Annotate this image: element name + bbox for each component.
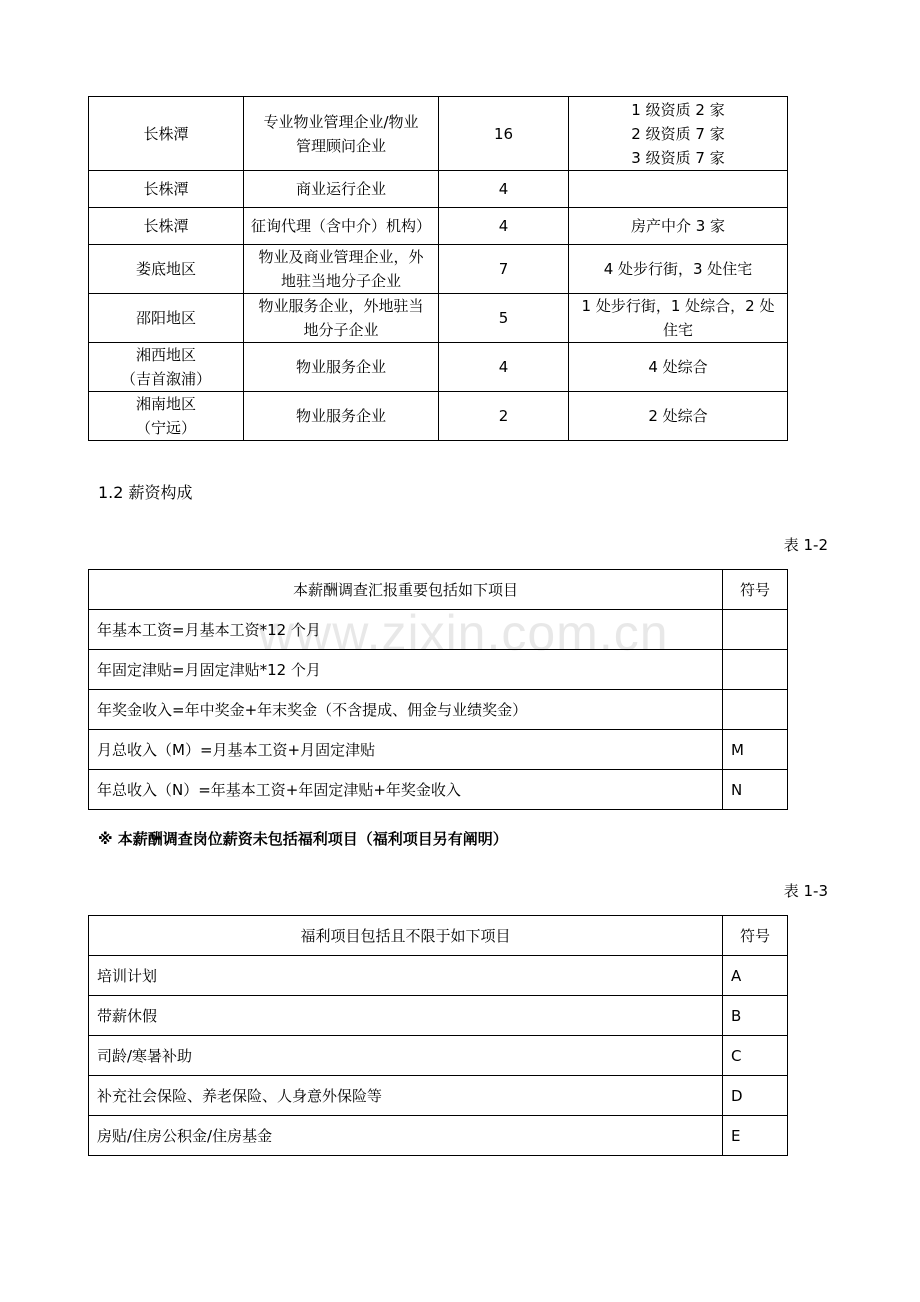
table-row	[89, 1116, 788, 1156]
type-line: 商业运行企业	[295, 180, 386, 198]
watermark: www.zixin.com.cn	[258, 605, 669, 661]
cell-count	[439, 294, 569, 343]
type-line: 征询代理（含中介）机构）	[250, 217, 431, 235]
table-row	[89, 730, 788, 770]
table-row	[89, 610, 788, 650]
count-line: 4	[498, 180, 509, 198]
salary-table-body	[89, 610, 788, 810]
table-row	[89, 956, 788, 996]
region-line: 长株潭	[143, 217, 189, 235]
cell-note	[569, 392, 788, 441]
type-line: 管理顾问企业	[295, 136, 386, 155]
table-header-row	[89, 916, 788, 956]
header-item: 本薪酬调查汇报重要包括如下项目	[89, 570, 723, 610]
cell-count	[439, 208, 569, 245]
table-row	[89, 294, 788, 343]
table-row	[89, 208, 788, 245]
cell-type	[244, 97, 439, 171]
cell-item: 年总收入（N）=年基本工资+年固定津贴+年奖金收入	[89, 770, 723, 810]
count-line: 16	[493, 124, 514, 143]
cell-item: 月总收入（M）=月基本工资+月固定津贴	[89, 730, 723, 770]
cell-region	[89, 208, 244, 245]
type-line: 专业物业管理企业/物业	[263, 112, 419, 131]
cell-region	[89, 245, 244, 294]
table-row	[89, 245, 788, 294]
region-line: 长株潭	[143, 124, 189, 143]
type-line: 物业及商业管理企业，外	[258, 248, 424, 266]
cell-region	[89, 343, 244, 392]
table-row	[89, 996, 788, 1036]
cell-region	[89, 171, 244, 208]
table-row	[89, 1036, 788, 1076]
cell-symbol	[723, 610, 788, 650]
cell-symbol: A	[723, 956, 788, 996]
welfare-table	[88, 915, 788, 1156]
cell-count	[439, 245, 569, 294]
cell-note	[569, 294, 788, 343]
cell-type	[244, 171, 439, 208]
table-row	[89, 770, 788, 810]
cell-count	[439, 97, 569, 171]
note-line: 4 处综合	[648, 358, 708, 376]
note-line: 房产中介 3 家	[630, 217, 726, 235]
cell-item: 带薪休假	[89, 996, 723, 1036]
cell-symbol: C	[723, 1036, 788, 1076]
note-line: 1 级资质 2 家	[631, 100, 725, 119]
type-line: 物业服务企业	[295, 407, 386, 425]
cell-type	[244, 392, 439, 441]
cell-note	[569, 245, 788, 294]
cell-note	[569, 171, 788, 208]
note-line: 2 级资质 7 家	[631, 124, 725, 143]
table-row	[89, 690, 788, 730]
cell-item: 年固定津贴=月固定津贴*12 个月	[89, 650, 723, 690]
region-line: 湘西地区	[135, 346, 196, 364]
cell-item: 补充社会保险、养老保险、人身意外保险等	[89, 1076, 723, 1116]
table-row	[89, 650, 788, 690]
region-line: 湘南地区	[135, 395, 196, 413]
cell-type	[244, 343, 439, 392]
welfare-table-body	[89, 956, 788, 1156]
count-line: 7	[498, 260, 509, 278]
cell-symbol: D	[723, 1076, 788, 1116]
cell-symbol: E	[723, 1116, 788, 1156]
cell-region	[89, 97, 244, 171]
count-line: 4	[498, 358, 509, 376]
cell-note	[569, 97, 788, 171]
cell-region	[89, 294, 244, 343]
cell-symbol	[723, 690, 788, 730]
cell-item: 年奖金收入=年中奖金+年末奖金（不含提成、佣金与业绩奖金）	[89, 690, 723, 730]
cell-note	[569, 208, 788, 245]
count-line: 2	[498, 407, 509, 425]
table-caption-1-3: 表 1-3	[783, 882, 828, 900]
region-line: （吉首溆浦）	[120, 370, 211, 388]
cell-item: 年基本工资=月基本工资*12 个月	[89, 610, 723, 650]
header-symbol: 符号	[723, 570, 788, 610]
table-row	[89, 171, 788, 208]
cell-count	[439, 343, 569, 392]
cell-symbol	[723, 650, 788, 690]
cell-type	[244, 208, 439, 245]
table-header-row	[89, 570, 788, 610]
note-text: ※ 本薪酬调查岗位薪资未包括福利项目（福利项目另有阐明）	[98, 830, 508, 848]
salary-composition-table	[88, 569, 788, 810]
region-line: 娄底地区	[135, 260, 196, 278]
type-line: 物业服务企业	[295, 358, 386, 376]
note-line: 3 级资质 7 家	[631, 148, 725, 167]
type-line: 地驻当地分子企业	[280, 272, 401, 290]
cell-symbol: M	[723, 730, 788, 770]
table-row	[89, 392, 788, 441]
table-caption-1-2: 表 1-2	[783, 536, 828, 554]
cell-count	[439, 392, 569, 441]
table-row	[89, 1076, 788, 1116]
note-line: 1 处步行街，1 处综合，2 处	[581, 297, 775, 315]
enterprise-table	[88, 96, 788, 441]
region-line: 长株潭	[143, 180, 189, 198]
cell-note	[569, 343, 788, 392]
cell-item: 房贴/住房公积金/住房基金	[89, 1116, 723, 1156]
count-line: 5	[498, 309, 509, 327]
cell-region	[89, 392, 244, 441]
cell-count	[439, 171, 569, 208]
region-line: 邵阳地区	[135, 309, 196, 327]
note-line: 4 处步行街，3 处住宅	[603, 260, 753, 278]
note-line: 2 处综合	[648, 407, 708, 425]
cell-item: 培训计划	[89, 956, 723, 996]
header-item: 福利项目包括且不限于如下项目	[89, 916, 723, 956]
section-heading: 1.2 薪资构成	[98, 483, 193, 502]
enterprise-table-body	[89, 97, 788, 441]
header-symbol: 符号	[723, 916, 788, 956]
cell-type	[244, 245, 439, 294]
cell-symbol: N	[723, 770, 788, 810]
cell-symbol: B	[723, 996, 788, 1036]
cell-type	[244, 294, 439, 343]
type-line: 地分子企业	[303, 321, 379, 339]
table-row	[89, 97, 788, 171]
cell-item: 司龄/寒暑补助	[89, 1036, 723, 1076]
type-line: 物业服务企业，外地驻当	[258, 297, 424, 315]
note-line: 住宅	[662, 321, 693, 339]
table-row	[89, 343, 788, 392]
count-line: 4	[498, 217, 509, 235]
region-line: （宁远）	[135, 419, 196, 437]
